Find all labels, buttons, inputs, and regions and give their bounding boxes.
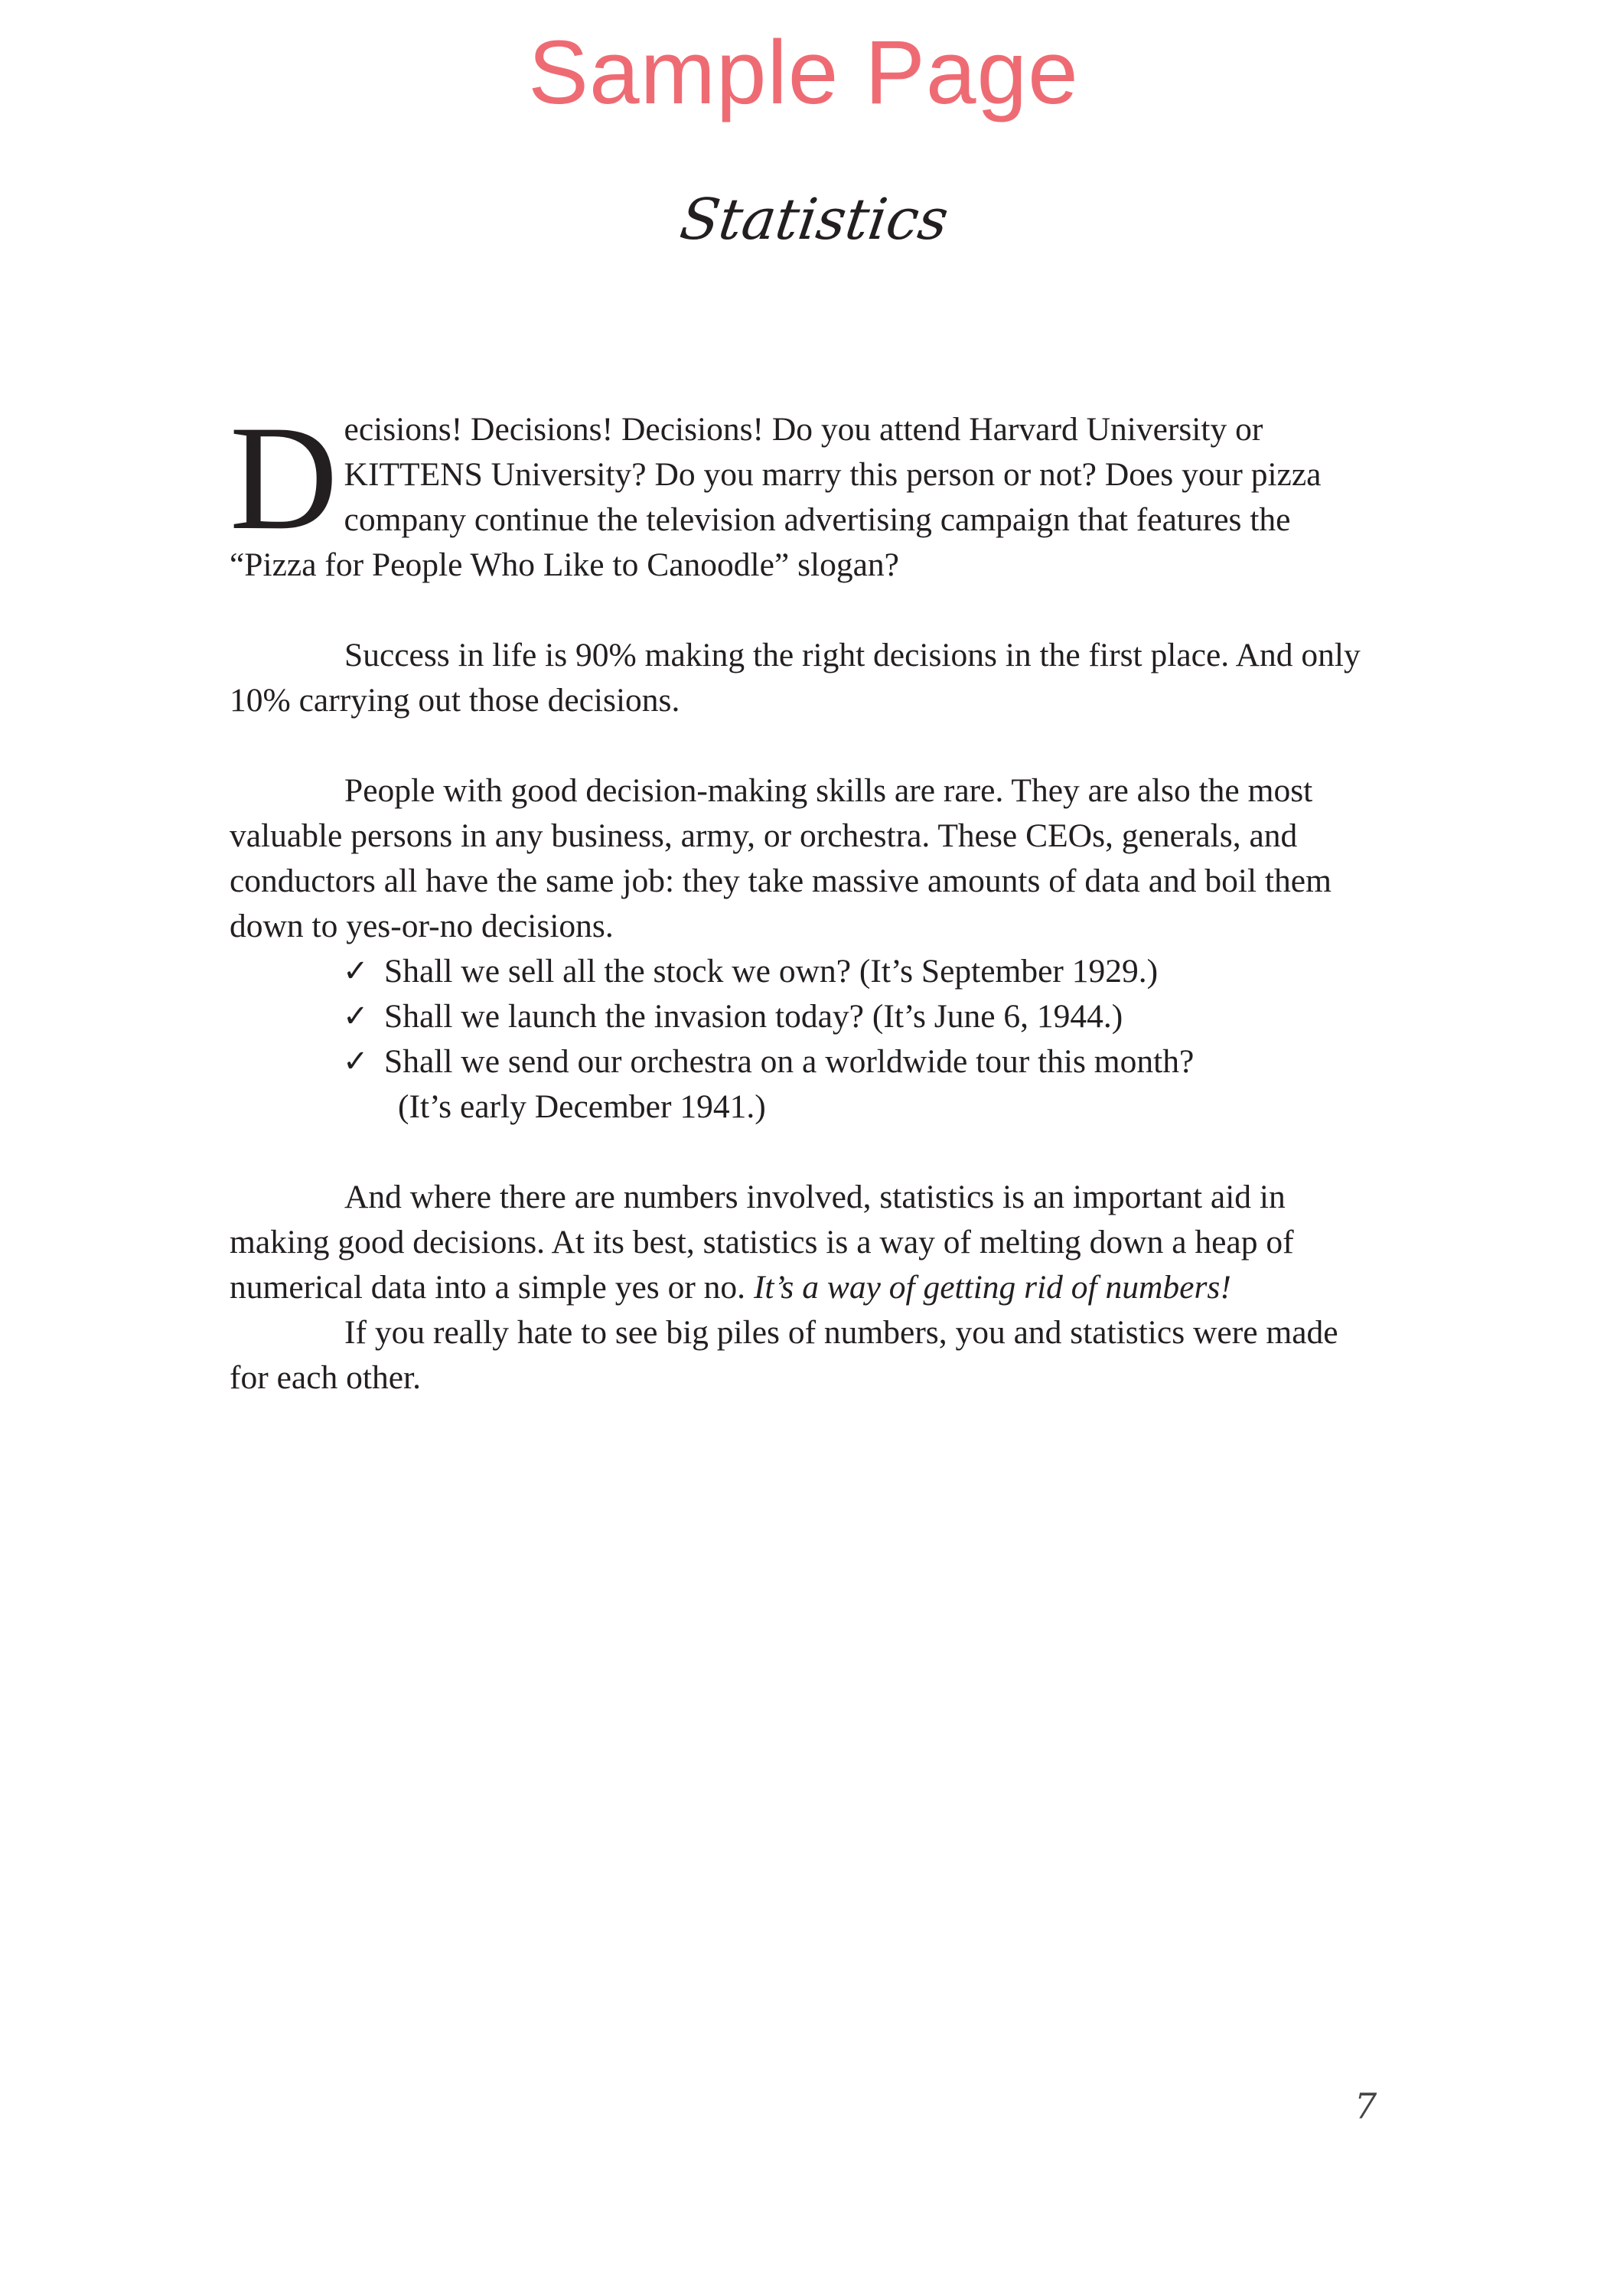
checklist-item — [230, 994, 1381, 1039]
checklist-item — [230, 949, 1381, 994]
closing-paragraph: If you really hate to see big piles of numbers, you and statistics were made for each other. — [230, 1314, 1338, 1396]
page-body — [230, 395, 1381, 1401]
decision-checklist — [230, 949, 1381, 1130]
intro-paragraph — [230, 395, 1381, 588]
chapter-title: Statistics — [676, 187, 953, 253]
success-paragraph: Success in life is 90% making the right decisions in the first place. And only 10% carrying out those decisions. — [230, 637, 1361, 719]
sample-page-watermark: Sample Page — [528, 22, 1079, 123]
page-number: 7 — [1354, 2086, 1377, 2127]
checklist-item-text: Shall we sell all the stock we own? (It’s September 1929.) — [384, 953, 1159, 990]
statistics-paragraph — [230, 1175, 1381, 1310]
checklist-item-text — [384, 1039, 1381, 1130]
decision-makers-paragraph: People with good decision-making skills are rare. They are also the most valuable persons in any business, army, or orchestra. These CEOs, generals, and conductors all have the same job: they take massive amounts of data and boil them down to yes-or-no decisions. — [230, 772, 1332, 944]
checklist-item — [230, 1039, 1381, 1130]
drop-cap: D — [230, 395, 338, 561]
checklist-item-main: Shall we send our orchestra on a worldwide tour this month? — [384, 1043, 1195, 1080]
checklist-item-note: (It’s early December 1941.) — [398, 1088, 766, 1125]
checkmark-icon: ✓ — [343, 999, 369, 1034]
intro-paragraph-text: ecisions! Decisions! Decisions! Do you attend Harvard University or KITTENS University? Do you marry this person or not? Does your pizza company continue the television advertising campaign that features the “Pizza for People Who Like to Canoodle” slogan? — [230, 411, 1322, 583]
statistics-paragraph-emphasis: It’s a way of getting rid of numbers! — [753, 1269, 1231, 1306]
checkmark-icon: ✓ — [343, 954, 369, 989]
checklist-item-text: Shall we launch the invasion today? (It’s June 6, 1944.) — [384, 998, 1123, 1035]
checkmark-icon: ✓ — [343, 1044, 369, 1079]
statistics-paragraph-text: And where there are numbers involved, statistics is an important aid in making good decisions. At its best, statistics is a way of melting down a heap of numerical data into a simple yes or no. — [230, 1179, 1294, 1306]
